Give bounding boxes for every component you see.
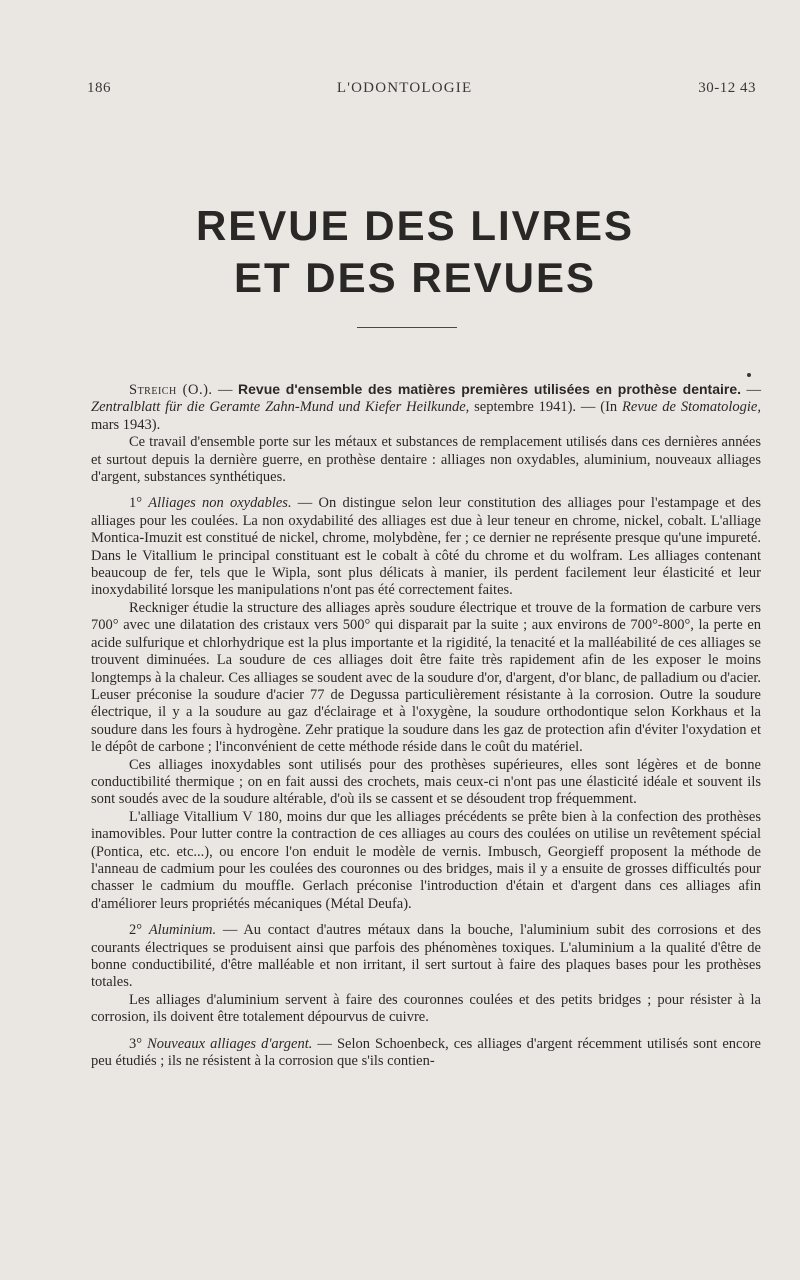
- issue-date: 30-12 43: [698, 80, 756, 96]
- paragraph-section-2: 2° Aluminium. — Au contact d'autres métaux dans la bouche, l'aluminium subit des corrosions et des courants électriques se produisent ainsi que parfois des phénomènes toxiques. L'aluminium a la qualité d'être de bonne conductibilité, d'être malléable et non irritant, il sert surtout à faire des plaques bases pour les prothèses totales.: [91, 922, 761, 991]
- title-line-1: REVUE DES LIVRES: [195, 202, 635, 249]
- title-divider: [357, 327, 457, 328]
- section-1-heading: Alliages non oxydables.: [148, 495, 292, 512]
- title-line-2: ET DES REVUES: [233, 254, 597, 301]
- paragraph-aluminium-alloys: Les alliages d'aluminium servent à faire des couronnes coulées et des petits bridges ; pour résister à la corrosion, ils doivent être totalement dépourvus de cuivre.: [91, 991, 761, 1026]
- paragraph-section-1: 1° Alliages non oxydables. — On distingue selon leur constitution des alliages pour l'estampage et des alliages pour les coulées. La non oxydabilité des alliages est due à leur teneur en chrome, nickel, cobalt. L'alliage Montica-Imuzit est constitué de nickel, chrome, molybdène, fer ; ce dernier ne représente presque qu'une impureté. Dans le Vitallium le principal constituant est le cobalt à côté du chrome et du wolfram. Les alliages contenant beaucoup de fer, tels que le Wipla, sont plus délicats à manier, ils perdent facilement leur élasticité et leur inoxydabilité lorsque les manipulations n'ont pas été correctement faites.: [91, 495, 761, 599]
- paragraph-section-3: 3° Nouveaux alliages d'argent. — Selon Schoenbeck, ces alliages d'argent récemment utilisés sont encore peu étudiés ; ils ne résistent à la corrosion que s'ils contien-: [91, 1035, 761, 1070]
- citation-author: Streich (O.).: [129, 382, 213, 398]
- paragraph-reckniger: Reckniger étudie la structure des alliages après soudure électrique et trouve de la formation de carbure vers 700° avec une dilatation des cristaux vers 500° qui disparait par la suite ; aux environs de 700°-800°, la perte en acide sulfurique et chlorhydrique est la plus importante et la rigidité, la tenacité et la malléabilité de ces alliages se trouvent diminuées. La soudure de ces alliages doit être faite très rapidement afin de les exposer le moins longtemps à la chaleur. Ces alliages se soudent avec de la soudure d'or, d'argent, d'or blanc, de palladium ou d'acier. Leuser préconise la soudure d'acier 77 de Degussa particulièrement résistante à la corrosion. Outre la soudure électrique, il y a la soudure au gaz d'éclairage et à l'oxygène, la soudure orthodontique selon Korkhaus et la soudure dans les fours à hydrogène. Zehr pratique la soudure dans les gaz de protection afin d'éviter l'oxydation et le dépôt de carbone ; l'inconvénient de cette méthode réside dans le coût du matériel.: [91, 599, 761, 756]
- running-header: [87, 80, 756, 97]
- citation-title: Revue d'ensemble des matières premières utilisées en prothèse dentaire.: [238, 381, 742, 397]
- paragraph-inoxydables: Ces alliages inoxydables sont utilisés pour des prothèses supérieures, elles sont légères et de bonne conductibilité thermique ; on en fait aussi des crochets, mais ceux-ci n'ont pas une élasticité idéale et souvent ils sont soudés avec de la soudure altérable, d'où ils se cassent et se désoudent trop fréquemment.: [91, 756, 761, 808]
- section-title: [0, 200, 800, 304]
- citation-review: Revue de Stomatologie,: [622, 399, 761, 416]
- ornament-dot: [747, 373, 751, 377]
- paragraph-intro: Ce travail d'ensemble porte sur les métaux et substances de remplacement utilisés dans ces dernières années et surtout depuis la dernière guerre, en prothèse dentaire : alliages non oxydables, aluminium, nouveaux alliages d'argent, substances synthétiques.: [91, 434, 761, 486]
- article-body: [91, 381, 761, 1070]
- journal-name: L'ODONTOLOGIE: [336, 80, 473, 96]
- citation: Streich (O.). — Revue d'ensemble des matières premières utilisées en prothèse dentaire. — Zentralblatt für die Geramte Zahn-Mund und Kiefer Heilkunde, septembre 1941). — (In Revue de Stomatologie, mars 1943).: [91, 381, 762, 433]
- section-3-heading: Nouveaux alliages d'argent.: [147, 1035, 313, 1052]
- section-2-heading: Aluminium.: [148, 922, 217, 939]
- paragraph-vitallium: L'alliage Vitallium V 180, moins dur que les alliages précédents se prête bien à la confection des prothèses inamovibles. Pour lutter contre la contraction de ces alliages au cours des coulées on utilise un revêtement spécial (Pontica, etc. etc...), ou encore l'on enduit le modèle de vernis. Imbusch, Georgieff proposent la méthode de l'anneau de cadmium pour les coulées des couronnes ou des bridges, mais il y a ensuite de grosses difficultés pour chasser le cadmium du mouffle. Gerlach préconise l'introduction d'étain et d'argent dans ces alliages afin d'améliorer leurs propriétés mécaniques (Métal Deufa).: [91, 808, 761, 912]
- citation-source: Zentralblatt für die Geramte Zahn-Mund und Kiefer Heilkunde,: [91, 399, 470, 416]
- page-number: 186: [87, 80, 111, 96]
